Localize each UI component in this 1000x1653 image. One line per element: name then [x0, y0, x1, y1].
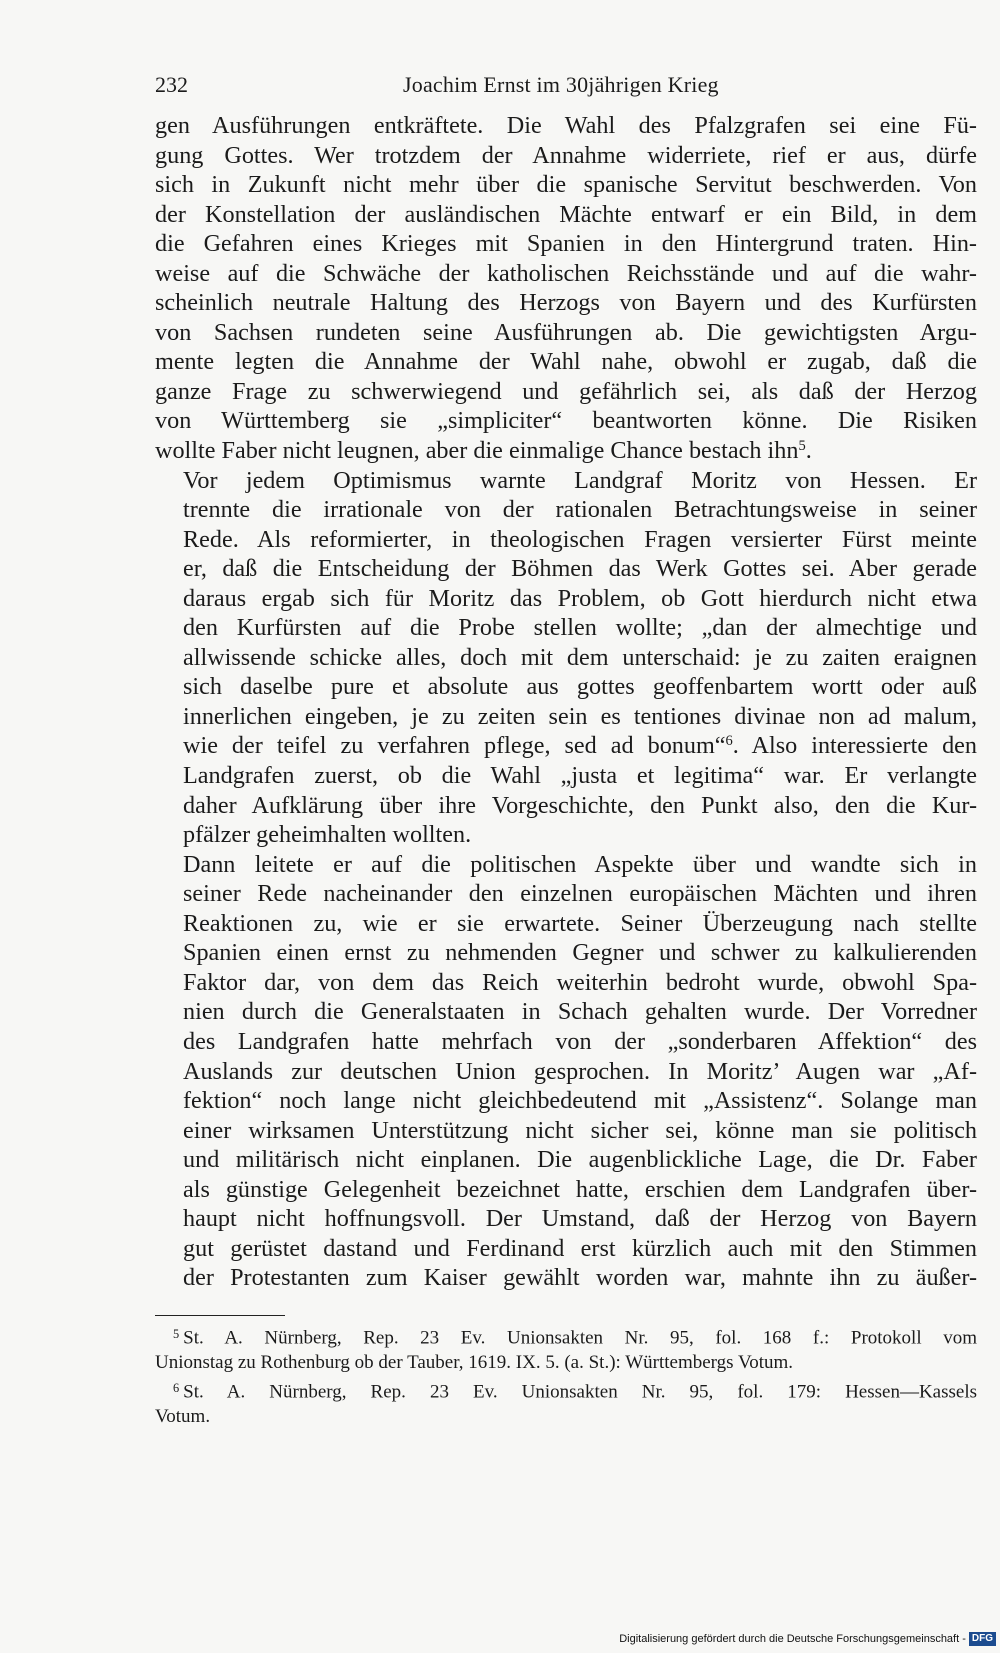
text-line: trennte die irrationale von der rationalen Betrachtungsweise in seiner: [183, 496, 977, 524]
text-line: den Kurfürsten auf die Probe stellen wollte; „dan der almechtige und: [183, 614, 977, 642]
text-line: Vor jedem Optimismus warnte Landgraf Moritz von Hessen. Er: [183, 466, 977, 494]
text-line: die Gefahren eines Krieges mit Spanien in den Hintergrund traten. Hin-: [155, 230, 977, 258]
text-line: seiner Rede nacheinander den einzelnen europäischen Mächten und ihren: [183, 880, 977, 908]
text-line: Dann leitete er auf die politischen Aspekte über und wandte sich in: [183, 850, 977, 878]
footnote-mark: 6: [173, 1380, 180, 1395]
page-header: [155, 70, 977, 104]
text-line: von Sachsen rundeten seine Ausführungen ab. Die gewichtigsten Argu-: [155, 318, 977, 346]
footnote-text: St. A. Nürnberg, Rep. 23 Ev. Unionsakten Nr. 95, fol. 179: Hessen—Kassels: [183, 1381, 977, 1403]
text-line: Spanien einen ernst zu nehmenden Gegner und schwer zu kalkulierenden: [183, 939, 977, 967]
page-number: 232: [155, 72, 188, 97]
text-line: einer wirksamen Unterstützung nicht sicher sei, könne man sie politisch: [183, 1116, 977, 1144]
footnote-6: [155, 1376, 977, 1430]
running-title: Joachim Ernst im 30jährigen Krieg: [403, 72, 719, 97]
text-line: er, daß die Entscheidung der Böhmen das Werk Gottes sei. Aber gerade: [183, 555, 977, 583]
text-line: des Landgrafen hatte mehrfach von der „sonderbaren Affektion“ des: [183, 1027, 977, 1055]
text-line: haupt nicht hoffnungsvoll. Der Umstand, daß der Herzog von Bayern: [183, 1205, 977, 1233]
text-line: [155, 731, 977, 761]
footnote-5: [155, 1322, 977, 1376]
footnote-line: [155, 1376, 977, 1405]
paragraph-1: [155, 111, 977, 466]
dfg-logo[interactable]: DFG: [969, 1632, 996, 1646]
text-line: der Protestanten zum Kaiser gewählt worden war, mahnte ihn zu äußer-: [183, 1264, 977, 1292]
text-line: von Württemberg sie „simpliciter“ beantworten könne. Die Risiken: [155, 407, 977, 435]
credit-text: Digitalisierung gefördert durch die Deutsche Forschungsgemeinschaft -: [619, 1633, 966, 1645]
footnote-mark: 5: [173, 1327, 180, 1341]
text-line: weise auf die Schwäche der katholischen Reichsstände und auf die wahr-: [155, 259, 977, 287]
text-line: innerlichen eingeben, je zu zeiten sein es tentiones divinae non ad malum,: [183, 702, 977, 730]
text-line: Auslands zur deutschen Union gesprochen. In Moritz’ Augen war „Af-: [183, 1057, 977, 1085]
body-text: [155, 111, 977, 1293]
text-line: Rede. Als reformierter, in theologischen Fragen versierter Fürst meinte: [183, 525, 977, 553]
text-line: mente legten die Annahme der Wahl nahe, obwohl er zugab, daß die: [155, 348, 977, 376]
footnote-line: Unionstag zu Rothenburg ob der Tauber, 1619. IX. 5. (a. St.): Württembergs Votum.: [155, 1352, 794, 1374]
text-line: allwissende schicke alles, doch mit dem unterschaid: je zu zaiten eraignen: [183, 643, 977, 671]
text-line: und militärisch nicht einplanen. Die augenblickliche Lage, die Dr. Faber: [183, 1146, 977, 1174]
footnotes: [155, 1322, 977, 1429]
text-line: gen Ausführungen entkräftete. Die Wahl des Pfalzgrafen sei eine Fü-: [155, 112, 977, 139]
text-line: sich daselbe pure et absolute aus gottes geoffenbartem wortt oder auß: [183, 673, 977, 701]
text-fragment: . Also interessierte den: [732, 732, 978, 760]
text-line: gung Gottes. Wer trotzdem der Annahme widerriete, rief er aus, dürfe: [155, 141, 977, 169]
text-line: sich in Zukunft nicht mehr über die spanische Servitut beschwerden. Von: [155, 171, 977, 199]
paragraph-3: [155, 850, 977, 1293]
text-fragment: wollte Faber nicht leugnen, aber die einmalige Chance bestach ihn: [155, 437, 799, 465]
text-line: der Konstellation der ausländischen Mächte entwarf er ein Bild, in dem: [155, 200, 977, 228]
text-line: ganze Frage zu schwerwiegend und gefährlich sei, als daß der Herzog: [155, 377, 977, 405]
text-line: wollte Faber nicht leugnen, aber die einmalige Chance bestach ihn$^5$.: [155, 437, 812, 465]
text-line: als günstige Gelegenheit bezeichnet hatte, erschien dem Landgrafen über-: [183, 1175, 977, 1203]
footnote-line: Votum.: [155, 1405, 211, 1427]
text-fragment: wie der teifel zu verfahren pflege, sed ad bonum“: [183, 732, 726, 760]
text-line: scheinlich neutrale Haltung des Herzogs von Bayern und des Kurfürsten: [155, 289, 977, 317]
text-line: gut gerüstet dastand und Ferdinand erst kürzlich auch mit den Stimmen: [183, 1234, 977, 1262]
text-line: daraus ergab sich für Moritz das Problem, ob Gott hierdurch nicht etwa: [183, 584, 977, 612]
footnote-reference[interactable]: 5: [798, 438, 806, 455]
paragraph-2: [155, 466, 977, 850]
digitization-credit: [619, 1631, 996, 1647]
text-line: Landgrafen zuerst, ob die Wahl „justa et legitima“ war. Er verlangte: [183, 762, 977, 790]
text-line: pfälzer geheimhalten wollten.: [183, 821, 472, 849]
text-line: Reaktionen zu, wie er sie erwartete. Seiner Überzeugung nach stellte: [183, 909, 977, 937]
text-line: daher Aufklärung über ihre Vorgeschichte, den Punkt also, den die Kur-: [183, 791, 977, 819]
footnote-text: St. A. Nürnberg, Rep. 23 Ev. Unionsakten Nr. 95, fol. 168 f.: Protokoll vom: [183, 1327, 977, 1349]
text-line: Faktor dar, von dem das Reich weiterhin bedroht wurde, obwohl Spa-: [183, 968, 977, 996]
footnote-divider: [155, 1315, 285, 1316]
text-line: nien durch die Generalstaaten in Schach gehalten wurde. Der Vorredner: [183, 998, 977, 1026]
text-line: fektion“ noch lange nicht gleichbedeutend mit „Assistenz“. Solange man: [183, 1087, 977, 1115]
footnote-reference[interactable]: 6: [725, 733, 733, 750]
footnote-line: [155, 1322, 977, 1351]
